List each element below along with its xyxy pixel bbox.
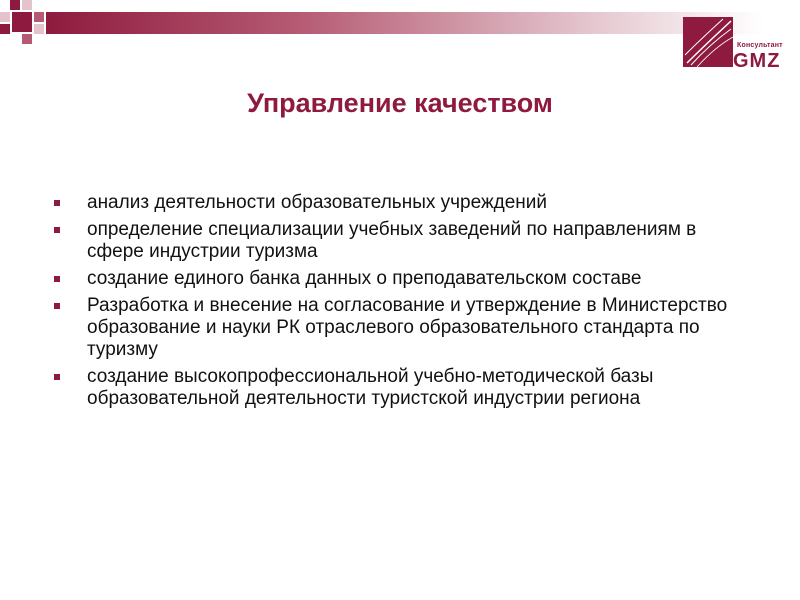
deco-square bbox=[10, 0, 20, 10]
deco-square bbox=[0, 24, 10, 34]
header-gradient-bar bbox=[46, 12, 764, 34]
bullet-text: определение специализации учебных заведений по направлениям в сфере индустрии туризма bbox=[87, 219, 697, 262]
bullet-marker-icon bbox=[54, 374, 60, 380]
bullet-marker-icon bbox=[54, 276, 60, 282]
bullet-marker-icon bbox=[54, 303, 60, 309]
bullet-text: создание высокопрофессиональной учебно-методической базы образовательной деятельности туристской индустрии региона bbox=[87, 366, 654, 409]
list-item bbox=[54, 366, 754, 410]
deco-square bbox=[34, 24, 44, 34]
bullet-text: анализ деятельности образовательных учреждений bbox=[87, 192, 548, 213]
bullet-list bbox=[54, 192, 754, 415]
deco-square bbox=[22, 0, 32, 10]
list-item bbox=[54, 268, 754, 290]
deco-square bbox=[34, 12, 44, 22]
bullet-text: создание единого банка данных о преподавательском составе bbox=[87, 268, 642, 289]
logo-wordmark: GMZ bbox=[733, 50, 781, 72]
slide-title: Управление качеством bbox=[247, 88, 553, 118]
logo-caption: Консультант bbox=[737, 42, 783, 49]
list-item bbox=[54, 295, 754, 361]
bullet-marker-icon bbox=[54, 200, 60, 206]
list-item bbox=[54, 219, 754, 263]
deco-square bbox=[22, 34, 32, 44]
list-item bbox=[54, 192, 754, 214]
bullet-text: Разработка и внесение на согласование и утверждение в Министерство образование и науки РК отраслевого образовательного стандарта по туризму bbox=[87, 295, 728, 360]
deco-square bbox=[0, 12, 10, 22]
deco-square bbox=[12, 12, 32, 32]
bullet-marker-icon bbox=[54, 227, 60, 233]
